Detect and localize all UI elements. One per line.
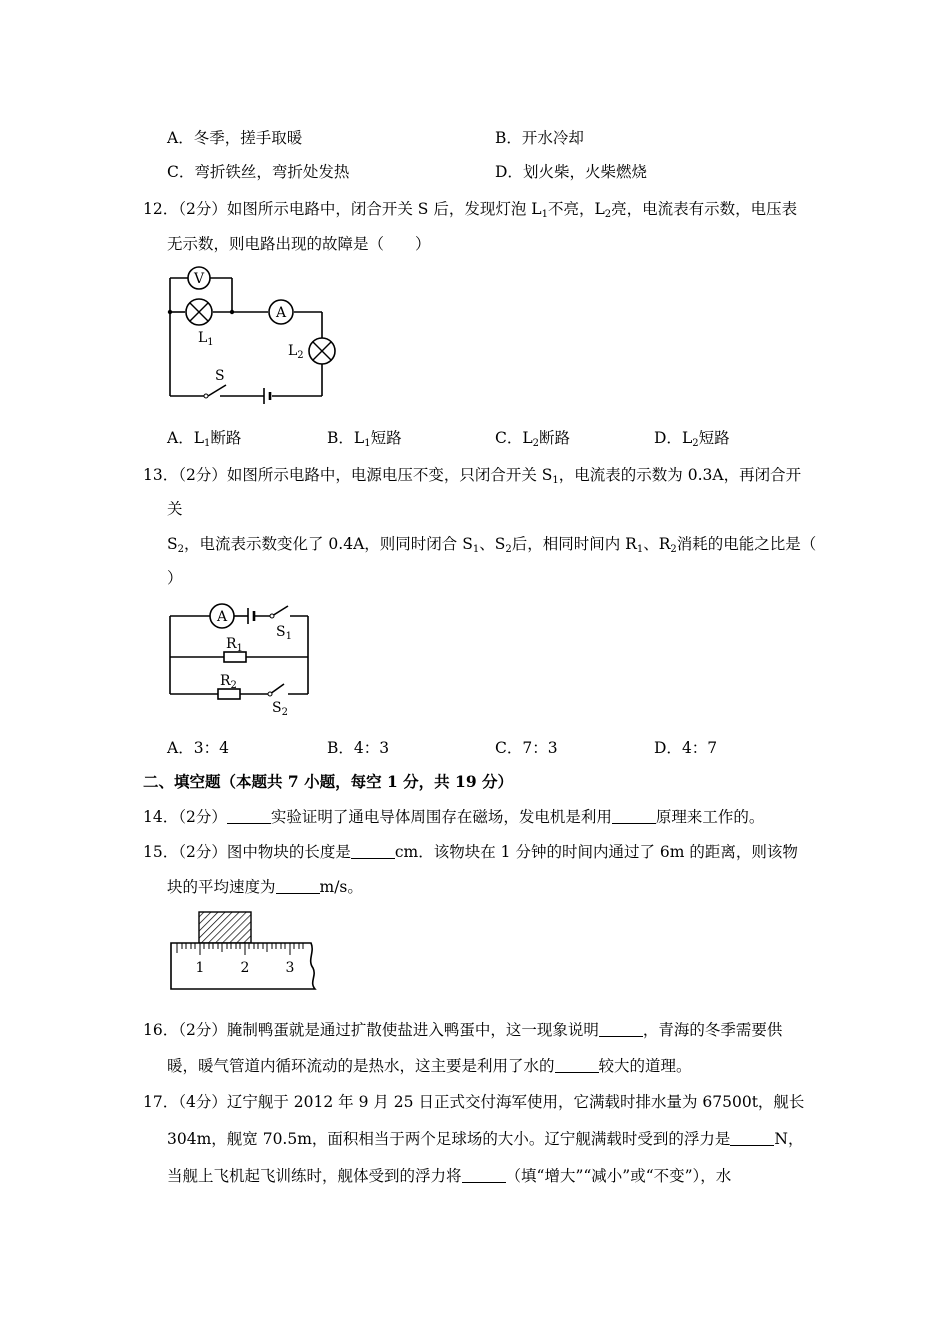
q14-blank-2	[612, 809, 656, 824]
q13-line1: 13．（2分）如图所示电路中，电源电压不变，只闭合开关 $S_1$，电流表的示数为 0.3A，再闭合开	[143, 466, 802, 486]
block	[199, 912, 251, 943]
q15-line1: 15．（2分）图中物块的长度是 cm．该物块在 1 分钟的时间内通过了 6m 的距离，则该物	[143, 843, 798, 861]
r2-label: $R_2$	[220, 673, 237, 691]
ruler-tick-1: 1	[195, 960, 205, 976]
q12-line2: 无示数，则电路出现的故障是（ ）	[167, 235, 431, 253]
l2-label: $L_2$	[288, 343, 304, 361]
q11-option-a: A．冬季，搓手取暖	[167, 129, 303, 147]
svg-text:V: V	[193, 271, 205, 287]
q11-option-c: C．弯折铁丝，弯折处发热	[167, 163, 350, 181]
q13-option-c: C．7：3	[495, 739, 558, 757]
s1-label: $S_1$	[276, 624, 292, 642]
q17-line1: 17．（4分）辽宁舰于 2012 年 9 月 25 日正式交付海军使用，它满载时排水量为 67500t，舰长	[143, 1093, 805, 1111]
q16-blank-2	[555, 1058, 599, 1073]
q15-blank-2	[276, 879, 320, 894]
switch-s-label: S	[215, 368, 225, 384]
lamp-l1-symbol	[186, 299, 212, 325]
q13-line2: 关	[167, 500, 183, 518]
section-2-title: 二、填空题（本题共 7 小题，每空 1 分，共 19 分）	[143, 772, 514, 791]
s2-label: $S_2$	[272, 700, 288, 718]
q17-line2: 304m，舰宽 70.5m，面积相当于两个足球场的大小。辽宁舰满载时受到的浮力是 N，	[167, 1130, 804, 1148]
q13-option-d: D．4：7	[654, 739, 718, 757]
ammeter-symbol	[269, 300, 293, 324]
q13-option-b: B．4：3	[327, 739, 390, 757]
q15-line2: 块的平均速度为 m/s。	[167, 878, 363, 896]
q17-blank-1	[730, 1131, 774, 1146]
q11-option-d: D．划火柴，火柴燃烧	[495, 163, 647, 181]
l1-label: $L_1$	[198, 330, 214, 348]
lamp-l2-symbol	[309, 338, 335, 364]
q12-circuit-diagram	[160, 262, 340, 412]
q16-line1: 16．（2分）腌制鸭蛋就是通过扩散使盐进入鸭蛋中，这一现象说明 ，青海的冬季需要供	[143, 1021, 783, 1039]
q14: 14．（2分） 实验证明了通电导体周围存在磁场，发电机是利用 原理来工作的。	[143, 808, 765, 826]
q13-line4: ）	[167, 569, 183, 587]
q12-option-b: B．$L_1$短路	[327, 429, 402, 449]
r1-label: $R_1$	[226, 636, 243, 654]
q12-line1: 12．（2分）如图所示电路中，闭合开关 S 后，发现灯泡 $L_1$不亮，$L_2$亮，电流表有示数，电压表	[143, 200, 798, 220]
q16-line2: 暖，暖气管道内循环流动的是热水，这主要是利用了水的 较大的道理。	[167, 1057, 692, 1075]
voltmeter-symbol	[188, 267, 210, 289]
q11-option-b: B．开水冷却	[495, 129, 584, 147]
q12-option-d: D．$L_2$短路	[654, 429, 730, 449]
svg-text:A: A	[216, 609, 228, 625]
q12-option-a: A．$L_1$断路	[167, 429, 242, 449]
q17-blank-2	[462, 1168, 506, 1183]
ammeter-symbol-q13	[210, 604, 234, 628]
q13-circuit-diagram	[160, 598, 320, 723]
q17-line3: 当舰上飞机起飞训练时，舰体受到的浮力将 （填“增大”“减小”或“不变”），水	[167, 1167, 732, 1185]
q14-blank-1	[227, 809, 271, 824]
q12-option-c: C．$L_2$断路	[495, 429, 571, 449]
svg-text:A: A	[275, 305, 287, 321]
ruler-tick-2: 2	[240, 960, 250, 976]
q13-option-a: A．3：4	[167, 739, 229, 757]
ruler-figure	[165, 908, 325, 993]
q15-blank-1	[351, 844, 395, 859]
q16-blank-1	[599, 1022, 643, 1037]
q13-line3: $S_2$，电流表示数变化了 0.4A，则同时闭合 $S_1$、$S_2$后，相同时间内 $R_1$、$R_2$消耗的电能之比是（	[167, 535, 817, 555]
ruler-tick-3: 3	[285, 960, 295, 976]
